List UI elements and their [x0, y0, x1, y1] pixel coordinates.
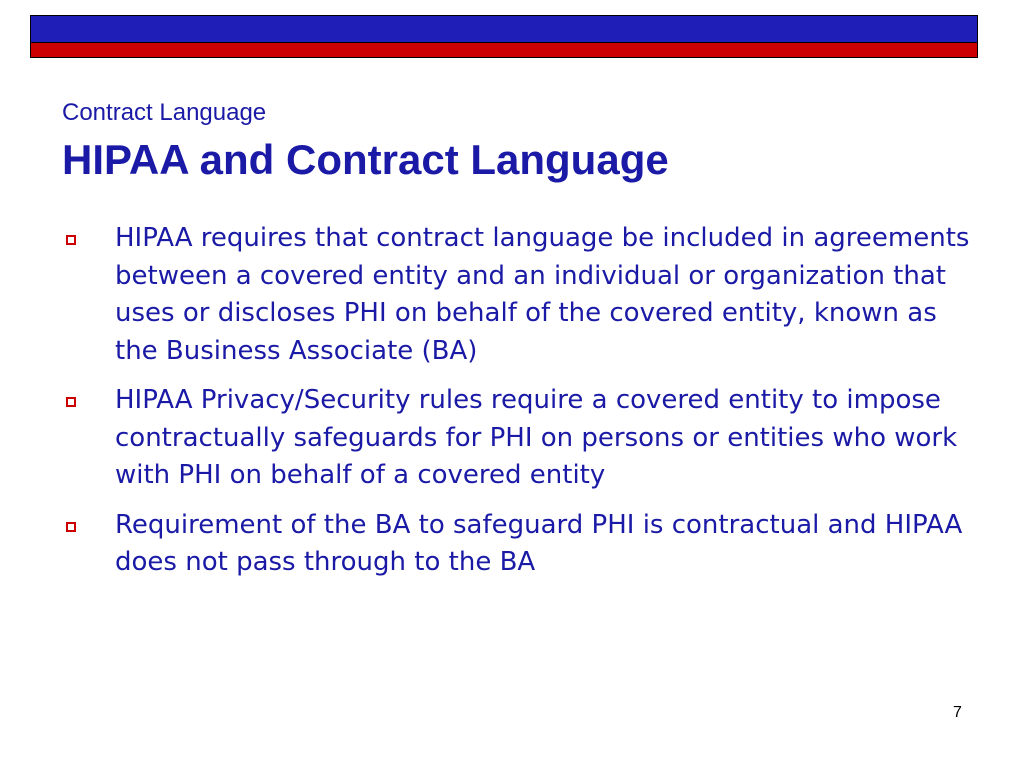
- header-band-blue: [30, 15, 978, 43]
- slide-subtitle: Contract Language: [62, 99, 267, 126]
- bullet-item: [62, 382, 982, 495]
- square-bullet-icon: [66, 397, 76, 407]
- slide-title: HIPAA and Contract Language: [62, 136, 669, 183]
- bullet-text: HIPAA requires that contract language be included in agreements between a covered entity and an individual or organization that uses or discloses PHI on behalf of the covered entity, known as the Business Associate (BA): [115, 223, 970, 366]
- bullet-item: [62, 220, 982, 370]
- bullet-text: HIPAA Privacy/Security rules require a covered entity to impose contractually safeguards for PHI on persons or entities who work with PHI on behalf of a covered entity: [115, 385, 958, 490]
- page-number: 7: [953, 704, 962, 721]
- bullet-text: Requirement of the BA to safeguard PHI is contractual and HIPAA does not pass through to the BA: [115, 509, 963, 577]
- square-bullet-icon: [66, 522, 76, 532]
- bullet-list: [62, 220, 982, 594]
- bullet-item: [62, 507, 982, 582]
- square-bullet-icon: [66, 235, 76, 245]
- header-band-red: [30, 42, 978, 58]
